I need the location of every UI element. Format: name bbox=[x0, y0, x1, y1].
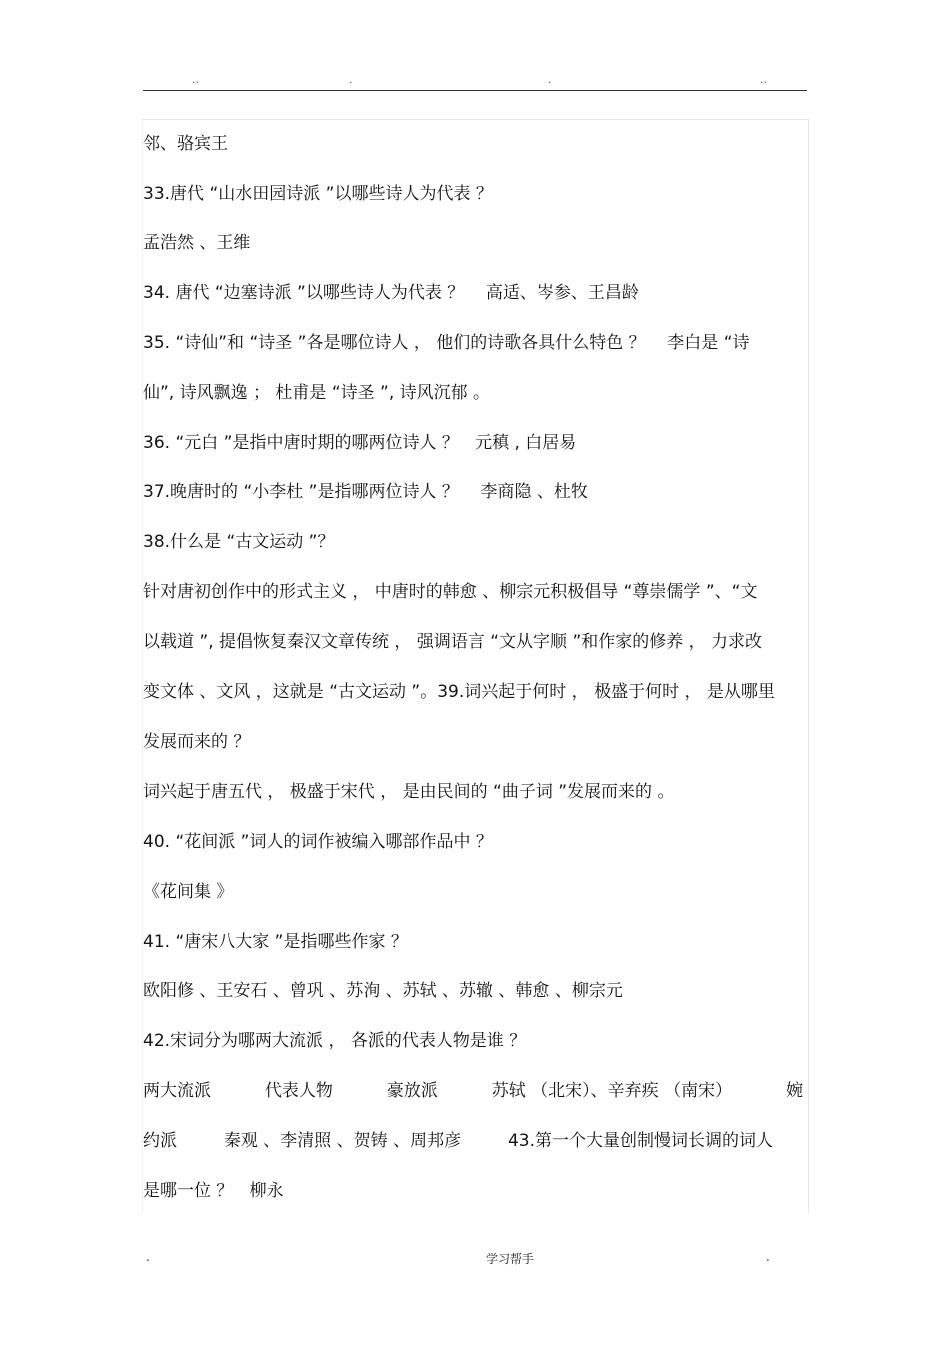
text-line: 35. “诗仙”和 “诗圣 ”各是哪位诗人 ， 他们的诗歌各具什么特色 ？ 李白是 “诗 bbox=[143, 333, 750, 353]
text-segment: 代表人物 bbox=[264, 1081, 333, 1101]
header-mark: .. bbox=[760, 73, 767, 86]
page-header-marks bbox=[0, 74, 950, 86]
text-segment: 苏轼 （北宋）、辛弃疾 （南宋） bbox=[491, 1081, 733, 1101]
footer-mark-left: . bbox=[146, 1250, 150, 1264]
text-line: 41. “唐宋八大家 ”是指哪些作家 ？ bbox=[143, 932, 408, 952]
text-line: 以载道 ”, 提倡恢复秦汉文章传统 ， 强调语言 “文从字顺 ”和作家的修养 ， 力求改 bbox=[143, 632, 763, 652]
text-line: 《花间集 》 bbox=[143, 882, 234, 902]
header-rule bbox=[143, 90, 807, 91]
schools-table-row bbox=[143, 1080, 803, 1102]
text-line: 40. “花间派 ”词人的词作被编入哪部作品中 ？ bbox=[143, 832, 493, 852]
text-line: 38.什么是 “古文运动 ”？ bbox=[143, 532, 335, 552]
header-mark: .. bbox=[192, 73, 199, 86]
text-segment: 豪放派 bbox=[386, 1081, 438, 1101]
footer-mark-right: . bbox=[766, 1250, 770, 1264]
text-line: 33.唐代 “山水田园诗派 ”以哪些诗人为代表 ？ bbox=[143, 184, 493, 204]
text-line: 欧阳修 、王安石 、曾巩 、苏洵 、苏轼 、苏辙 、韩愈 、柳宗元 bbox=[143, 981, 623, 1001]
header-mark: . bbox=[548, 73, 552, 86]
text-line: 发展而来的 ？ bbox=[143, 732, 251, 752]
text-line: 针对唐初创作中的形式主义 ， 中唐时的韩愈 、柳宗元积极倡导 “尊崇儒学 ”、“文 bbox=[143, 582, 758, 602]
footer-title: 学习帮手 bbox=[486, 1252, 535, 1266]
text-segment: 43.第一个大量创制慢词长调的词人 bbox=[507, 1131, 773, 1151]
text-line: 42.宋词分为哪两大流派 ， 各派的代表人物是谁 ？ bbox=[143, 1031, 527, 1051]
text-line: 37.晚唐时的 “小李杜 ”是指哪两位诗人 ？ 李商隐 、杜牧 bbox=[143, 482, 588, 502]
text-segment: 约派 bbox=[143, 1131, 177, 1151]
text-line: 36. “元白 ”是指中唐时期的哪两位诗人 ？ 元稹 , 白居易 bbox=[143, 433, 577, 453]
text-line: 34. 唐代 “边塞诗派 ”以哪些诗人为代表 ？ 高适、岑参、王昌龄 bbox=[143, 283, 639, 303]
schools-table-row bbox=[143, 1130, 773, 1152]
text-segment: 婉 bbox=[786, 1081, 803, 1101]
header-mark: . bbox=[349, 73, 353, 86]
text-line: 仙”, 诗风飘逸 ； 杜甫是 “诗圣 ”, 诗风沉郁 。 bbox=[143, 383, 491, 403]
text-segment: 秦观 、李清照 、贺铸 、周邦彦 bbox=[223, 1131, 462, 1151]
text-line: 词兴起于唐五代 ， 极盛于宋代 ， 是由民间的 “曲子词 ”发展而来的 。 bbox=[143, 782, 675, 802]
text-line: 邻、骆宾王 bbox=[143, 134, 228, 154]
text-line: 孟浩然 、王维 bbox=[143, 233, 251, 253]
text-segment: 两大流派 bbox=[143, 1081, 211, 1101]
text-line: 变文体 、文风 ，这就是 “古文运动 ”。39.词兴起于何时 ， 极盛于何时 ， 是从哪里 bbox=[143, 682, 775, 702]
text-line: 是哪一位 ？ 柳永 bbox=[143, 1181, 284, 1201]
